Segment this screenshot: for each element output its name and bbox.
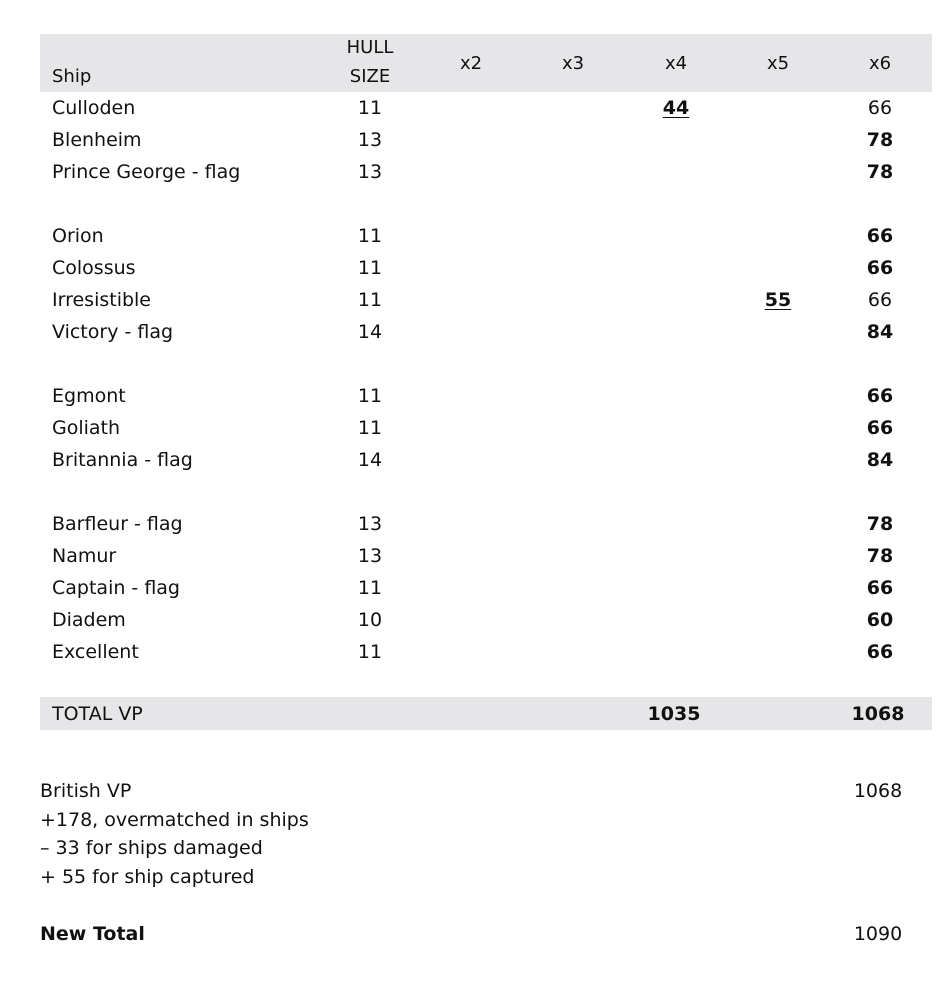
ship-name: Colossus: [52, 257, 136, 279]
ship-name: Britannia - flag: [52, 449, 193, 471]
ship-name: Captain - flag: [52, 577, 180, 599]
ship-hull-size: 11: [357, 289, 383, 311]
ship-vp-x6: 78: [866, 513, 894, 535]
ship-name: Barfleur - flag: [52, 513, 183, 535]
ship-hull-size: 13: [357, 161, 383, 183]
ship-hull-size: 13: [357, 513, 383, 535]
header-x6: x6: [868, 53, 892, 74]
ship-name: Blenheim: [52, 129, 142, 151]
british-vp-label: British VP: [40, 780, 132, 802]
summary-note: +178, overmatched in ships: [40, 809, 309, 831]
ship-hull-size: 11: [357, 641, 383, 663]
ship-name: Victory - flag: [52, 321, 174, 343]
ship-hull-size: 13: [357, 545, 383, 567]
ship-hull-size: 11: [357, 385, 383, 407]
ship-vp-x6: 78: [866, 545, 894, 567]
ship-name: Egmont: [52, 385, 126, 407]
header-x4: x4: [664, 53, 688, 74]
ship-name: Orion: [52, 225, 104, 247]
table-header-band: [40, 34, 932, 92]
total-x6: 1068: [851, 703, 905, 725]
total-band: [40, 697, 932, 730]
header-hull-line2: SIZE: [349, 66, 391, 87]
new-total-label: New Total: [40, 923, 145, 945]
ship-vp-x6: 66: [866, 257, 894, 279]
ship-vp-x6: 66: [866, 225, 894, 247]
ship-vp-x6: 60: [866, 609, 894, 631]
header-x2: x2: [459, 53, 483, 74]
ship-hull-size: 11: [357, 577, 383, 599]
ship-vp-x6: 78: [866, 161, 894, 183]
ship-vp-x6: 66: [866, 417, 894, 439]
ship-hull-size: 10: [357, 609, 383, 631]
ship-hull-size: 11: [357, 257, 383, 279]
ship-vp-x5: 55: [764, 289, 792, 311]
ship-vp-x6: 84: [866, 449, 894, 471]
ship-name: Culloden: [52, 97, 136, 119]
summary-note: + 55 for ship captured: [40, 866, 255, 888]
ship-vp-x6: 84: [866, 321, 894, 343]
new-total-value: 1090: [853, 923, 903, 945]
ship-name: Irresistible: [52, 289, 151, 311]
ship-name: Diadem: [52, 609, 126, 631]
ship-vp-x6: 66: [866, 577, 894, 599]
ship-vp-x6: 66: [867, 289, 893, 311]
summary-note: – 33 for ships damaged: [40, 837, 263, 859]
ship-name: Excellent: [52, 641, 139, 663]
ship-hull-size: 11: [357, 417, 383, 439]
ship-hull-size: 11: [357, 97, 383, 119]
total-x4: 1035: [647, 703, 701, 725]
total-label: TOTAL VP: [52, 703, 143, 725]
ship-name: Namur: [52, 545, 117, 567]
header-x5: x5: [766, 53, 790, 74]
british-vp-value: 1068: [853, 780, 903, 802]
ship-vp-x6: 66: [866, 385, 894, 407]
header-ship: Ship: [52, 66, 92, 87]
ship-hull-size: 13: [357, 129, 383, 151]
ship-vp-x6: 78: [866, 129, 894, 151]
ship-hull-size: 11: [357, 225, 383, 247]
ship-name: Prince George - flag: [52, 161, 241, 183]
ship-name: Goliath: [52, 417, 121, 439]
ship-vp-x4: 44: [662, 97, 690, 119]
ship-hull-size: 14: [357, 321, 383, 343]
ship-vp-x6: 66: [867, 97, 893, 119]
ship-hull-size: 14: [357, 449, 383, 471]
header-hull-line1: HULL: [346, 37, 394, 58]
header-x3: x3: [561, 53, 585, 74]
ship-vp-x6: 66: [866, 641, 894, 663]
